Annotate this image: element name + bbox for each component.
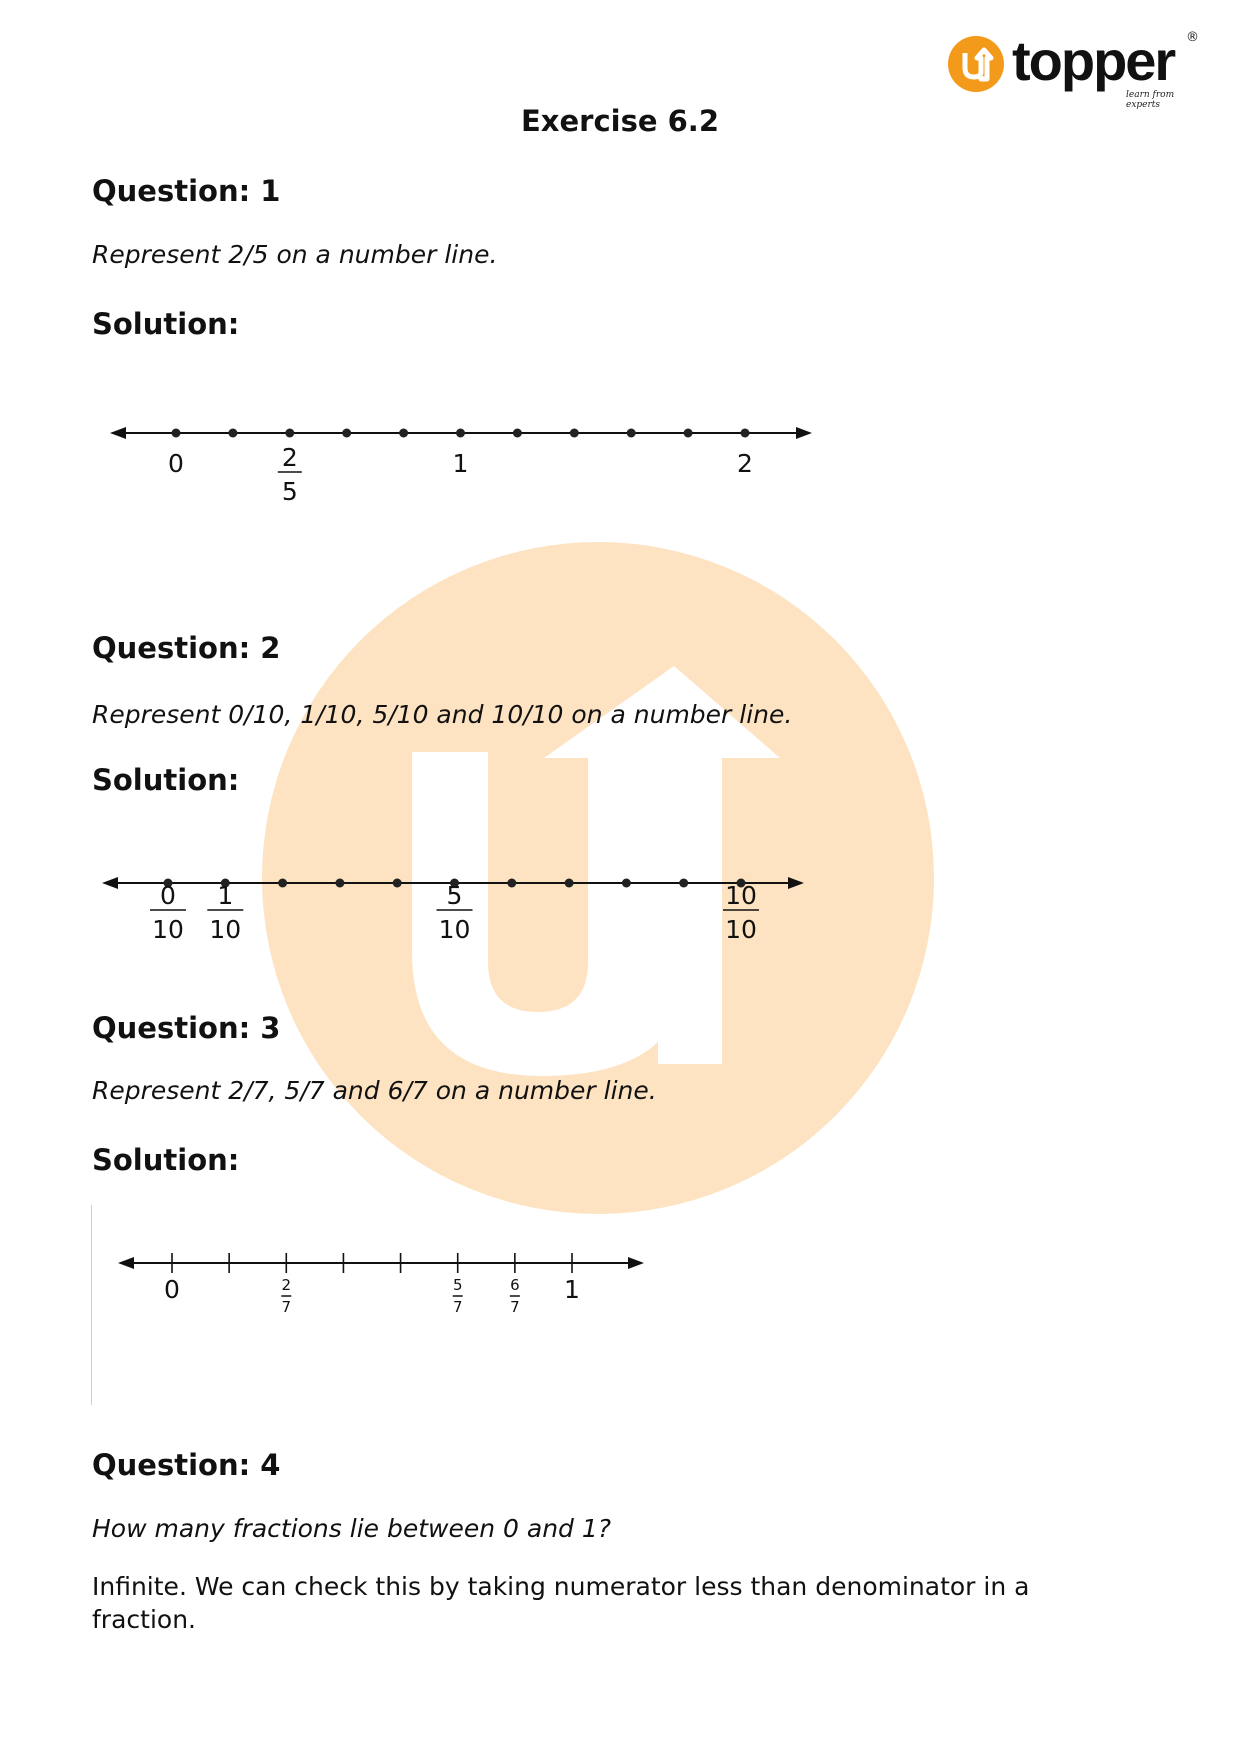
question-4-text: How many fractions lie between 0 and 1? xyxy=(92,1514,612,1543)
number-line-3-label-numerator: 6 xyxy=(510,1276,520,1294)
number-line-1-label-numerator: 2 xyxy=(281,443,298,472)
number-line-3-label-denominator: 7 xyxy=(510,1298,520,1316)
number-line-point xyxy=(507,879,516,888)
number-line-1-label: 0 xyxy=(168,449,184,478)
number-line-2-label-denominator: 10 xyxy=(152,915,184,944)
number-line-3-label-numerator: 5 xyxy=(452,1276,463,1294)
number-line-point xyxy=(335,879,344,888)
number-line-point xyxy=(228,429,237,438)
arrow-left-icon xyxy=(118,1257,134,1269)
number-line-point xyxy=(513,429,522,438)
number-line-2-label-denominator: 10 xyxy=(725,915,757,944)
question-4-answer: Infinite. We can check this by taking numerator less than denominator in a fraction. xyxy=(92,1572,1030,1634)
logo-wordmark: topper xyxy=(1012,29,1175,92)
logo-tagline: learn from experts xyxy=(1126,90,1175,110)
number-line-point xyxy=(684,429,693,438)
question-1-solution-label: Solution: xyxy=(92,307,240,341)
topper-logo xyxy=(948,29,1199,112)
number-line-2-label-numerator: 10 xyxy=(725,881,757,910)
number-line-point xyxy=(393,879,402,888)
number-line-2 xyxy=(0,850,900,970)
question-2-text: Represent 0/10, 1/10, 5/10 and 10/10 on a number line. xyxy=(92,700,793,729)
registered-mark: ® xyxy=(1186,30,1199,45)
number-line-point xyxy=(622,879,631,888)
number-line-3 xyxy=(0,1230,900,1350)
number-line-1 xyxy=(0,400,900,550)
number-line-1-label-denominator: 5 xyxy=(281,477,298,506)
number-line-point xyxy=(285,429,294,438)
number-line-point xyxy=(570,429,579,438)
number-line-point xyxy=(342,429,351,438)
arrow-left-icon xyxy=(102,877,118,889)
number-line-3-label-denominator: 7 xyxy=(452,1298,463,1316)
number-line-3-label-numerator: 2 xyxy=(281,1276,292,1294)
number-line-3-label-denominator: 7 xyxy=(281,1298,292,1316)
question-2-heading: Question: 2 xyxy=(92,631,281,665)
question-3-solution-label: Solution: xyxy=(92,1143,240,1177)
number-line-2-label-denominator: 10 xyxy=(209,915,242,944)
number-line-point xyxy=(278,879,287,888)
number-line-1-label: 2 xyxy=(737,449,753,478)
number-line-2-label-numerator: 5 xyxy=(446,881,463,910)
arrow-right-icon xyxy=(796,427,812,439)
number-line-point xyxy=(679,879,688,888)
number-line-2-label-numerator: 0 xyxy=(160,881,176,910)
arrow-right-icon xyxy=(628,1257,644,1269)
question-3-text: Represent 2/7, 5/7 and 6/7 on a number line. xyxy=(92,1076,657,1105)
arrow-right-icon xyxy=(788,877,804,889)
number-line-1-label: 1 xyxy=(452,449,469,478)
number-line-3-label: 0 xyxy=(164,1275,180,1304)
question-1-heading: Question: 1 xyxy=(92,174,281,208)
number-line-2-label-denominator: 10 xyxy=(438,915,471,944)
question-3-heading: Question: 3 xyxy=(92,1011,281,1045)
number-line-point xyxy=(627,429,636,438)
question-1-text: Represent 2/5 on a number line. xyxy=(92,240,498,269)
number-line-3-label: 1 xyxy=(564,1275,580,1304)
number-line-point xyxy=(741,429,750,438)
number-line-point xyxy=(399,429,408,438)
number-line-2-label-numerator: 1 xyxy=(217,881,234,910)
page-title: Exercise 6.2 xyxy=(520,104,719,138)
question-2-solution-label: Solution: xyxy=(92,763,240,797)
question-4-heading: Question: 4 xyxy=(92,1448,281,1482)
logo-arrow-icon xyxy=(948,36,1004,92)
number-line-point xyxy=(565,879,574,888)
arrow-left-icon xyxy=(110,427,126,439)
number-line-point xyxy=(456,429,465,438)
number-line-point xyxy=(172,429,181,438)
